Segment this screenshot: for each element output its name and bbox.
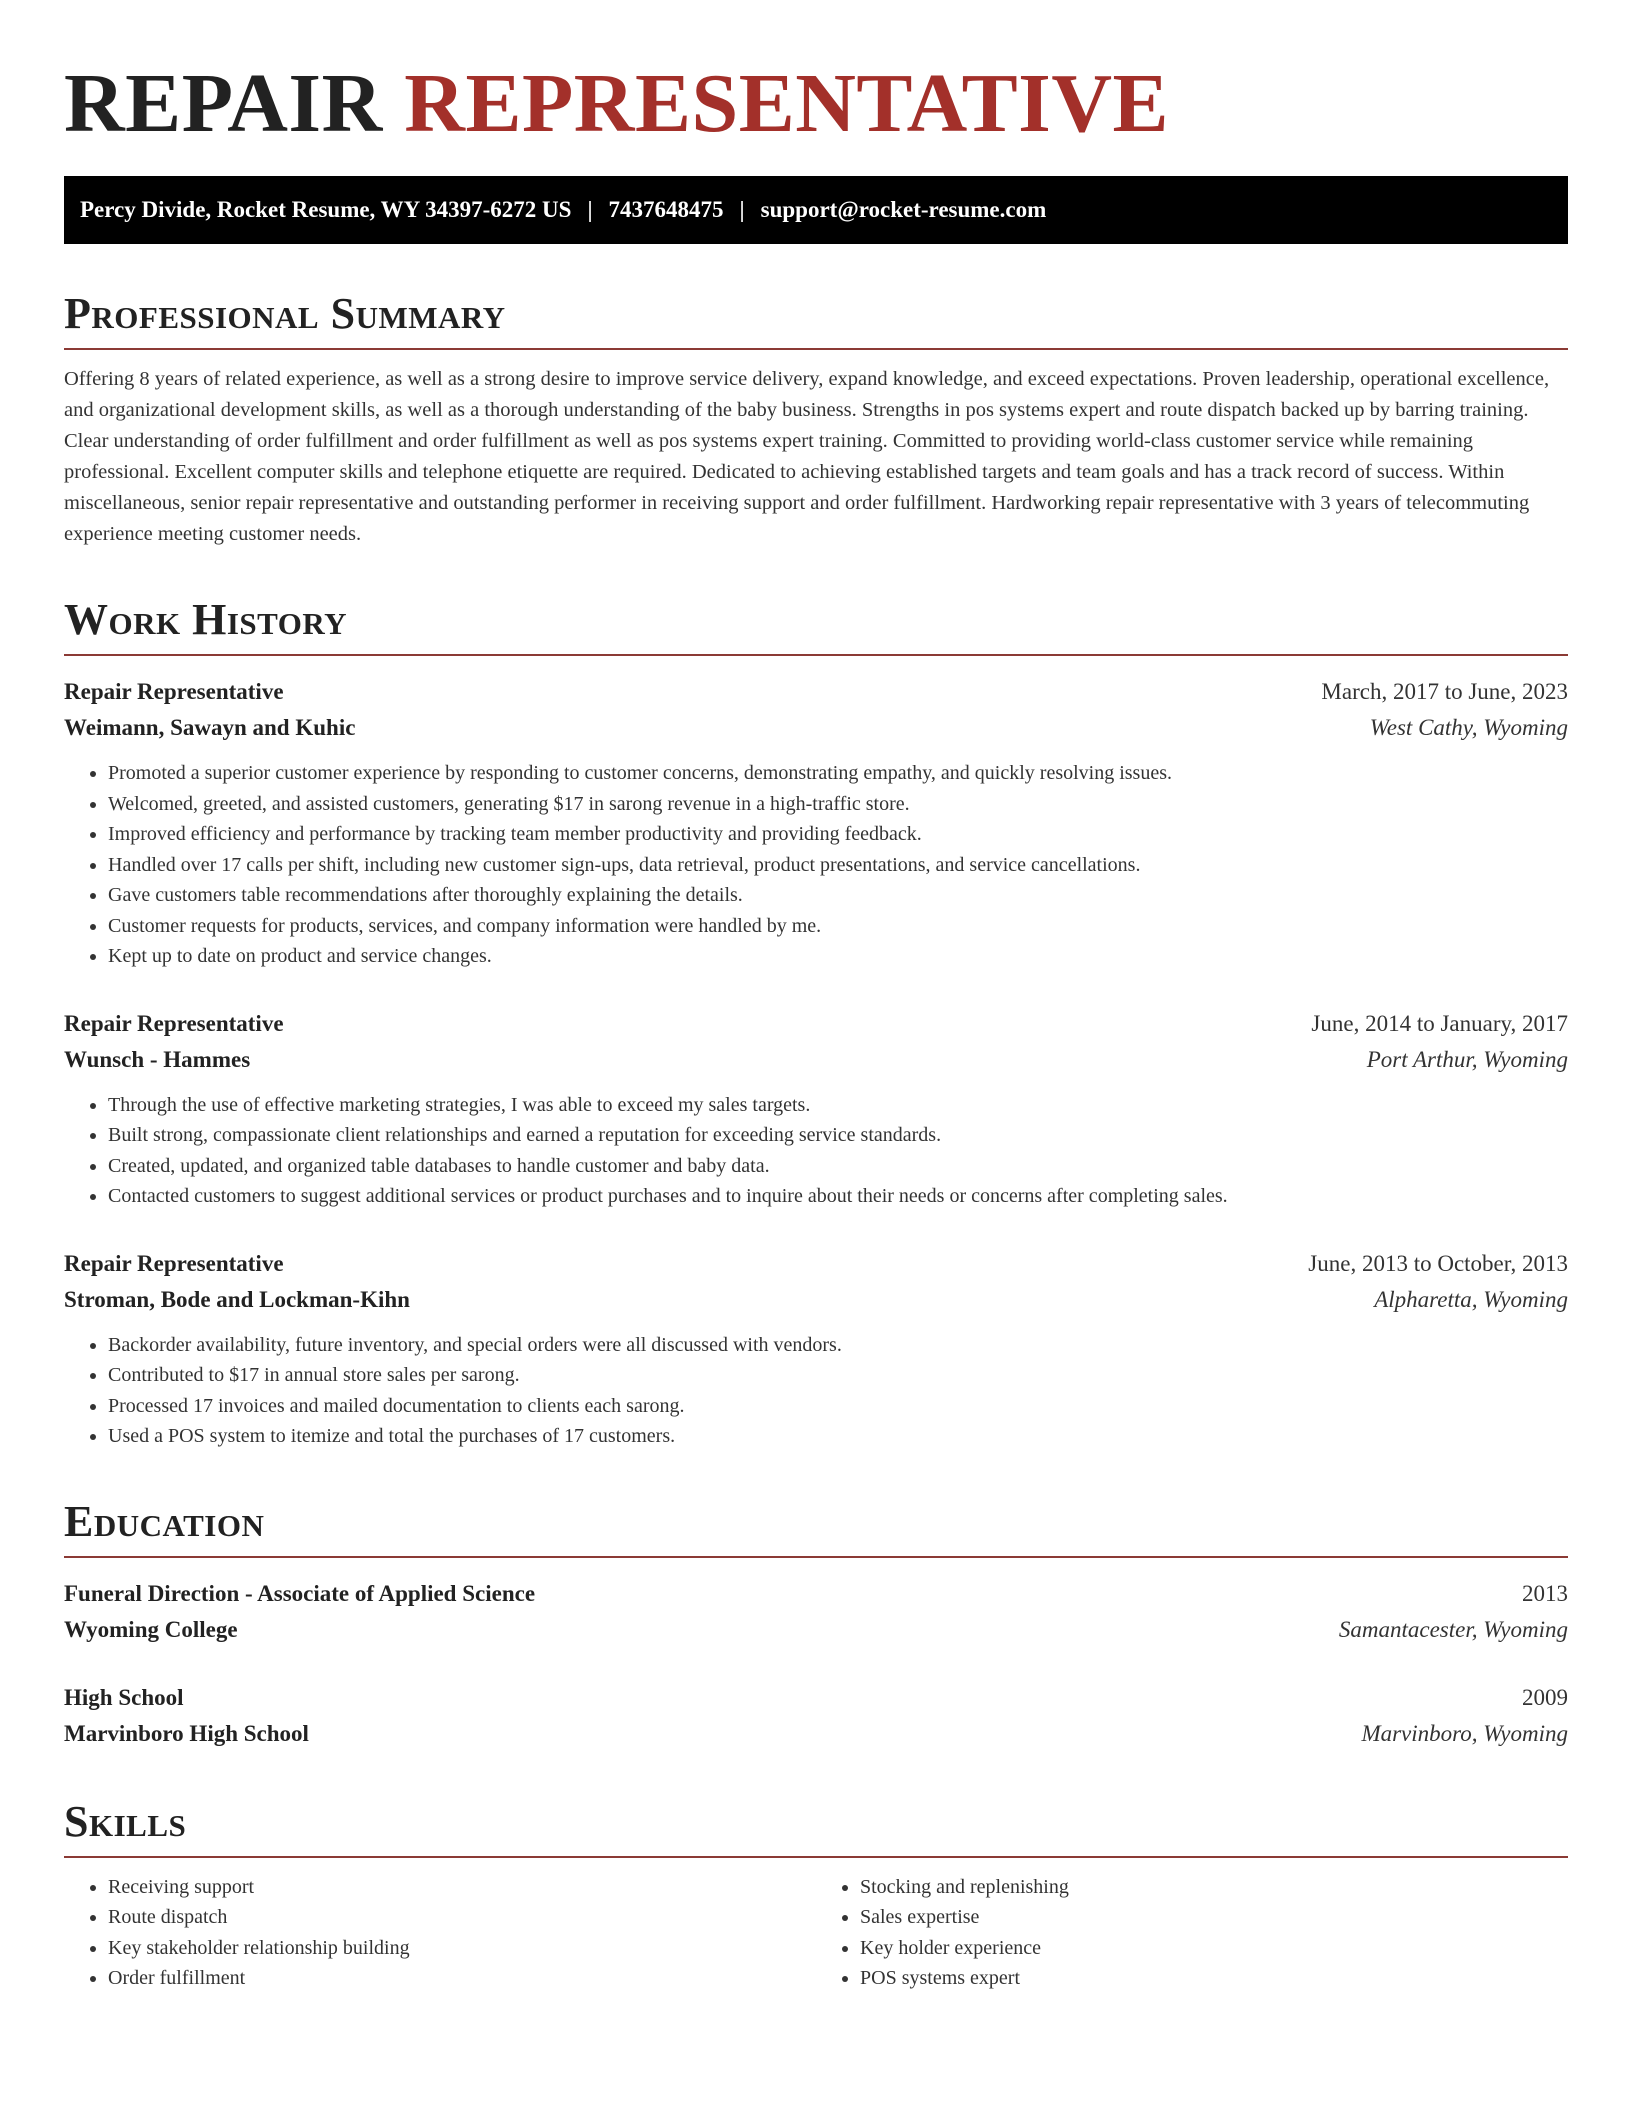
education-heading: Education — [64, 1496, 1568, 1558]
job-dates: March, 2017 to June, 2023 — [1321, 679, 1568, 704]
education-location: Samantacester, Wyoming — [1338, 1616, 1568, 1642]
job-company: Wunsch - Hammes — [64, 1046, 251, 1072]
contact-email: support@rocket-resume.com — [760, 197, 1047, 222]
job-company: Weimann, Sawayn and Kuhic — [64, 715, 356, 740]
education-entry — [64, 1576, 1568, 1648]
education-school: Wyoming College — [64, 1616, 238, 1642]
skill-item: • Stocking and replenishing — [860, 1872, 1568, 1903]
work-history-heading: Work History — [64, 594, 1568, 656]
job-entry — [64, 674, 1568, 972]
skills-column-left — [64, 1872, 816, 1994]
job-bullet: • Customer requests for products, services, and company information were handled by me. — [108, 911, 1568, 942]
job-location: Port Arthur, Wyoming — [1366, 1046, 1568, 1072]
skill-item: • Key holder experience — [860, 1933, 1568, 1964]
job-bullet: • Contacted customers to suggest additional services or product purchases and to inquire about their needs or concerns after completing sales. — [108, 1181, 1568, 1212]
job-header-row — [64, 674, 1568, 710]
education-year: 2013 — [1522, 1580, 1568, 1606]
education-header-row — [64, 1680, 1568, 1716]
job-title: Repair Representative — [64, 1010, 284, 1036]
skill-item: • Route dispatch — [108, 1902, 816, 1933]
job-bullets — [64, 758, 1568, 972]
education-degree: High School — [64, 1684, 184, 1710]
summary-text: Offering 8 years of related experience, as well as a strong desire to improve service delivery, expand knowledge, and exceed expectations. Proven leadership, operational excellence, and organizational development skills, as well as a thorough understanding of the baby business. Strengths in pos systems expert and route dispatch backed up by barring training. Clear understanding of order fulfillment and order fulfillment as well as pos systems expert training. Committed to providing world-class customer service while remaining professional. Excellent computer skills and telephone etiquette are required. Dedicated to achieving established targets and team goals and has a track record of success. Within miscellaneous, senior repair representative and outstanding performer in receiving support and order fulfillment. Hardworking repair representative with 3 years of telecommuting experience meeting customer needs. — [64, 368, 1550, 545]
job-bullet: • Gave customers table recommendations after thoroughly explaining the details. — [108, 880, 1568, 911]
skills-column-right — [816, 1872, 1568, 1994]
skill-item: • Receiving support — [108, 1872, 816, 1903]
job-header-row — [64, 1246, 1568, 1282]
job-bullet: • Handled over 17 calls per shift, including new customer sign-ups, data retrieval, product presentations, and service cancellations. — [108, 850, 1568, 881]
job-bullets — [64, 1090, 1568, 1212]
title-second-word: REPRESENTATIVE — [404, 57, 1170, 150]
education-location: Marvinboro, Wyoming — [1361, 1720, 1568, 1746]
skills-heading: Skills — [64, 1796, 1568, 1858]
contact-separator: | — [587, 197, 593, 222]
job-bullet: • Through the use of effective marketing strategies, I was able to exceed my sales targets. — [108, 1090, 1568, 1121]
job-bullet: • Used a POS system to itemize and total the purchases of 17 customers. — [108, 1421, 1568, 1452]
job-bullets — [64, 1330, 1568, 1452]
skill-item: • Sales expertise — [860, 1902, 1568, 1933]
job-title: Repair Representative — [64, 679, 284, 704]
contact-separator: | — [739, 197, 745, 222]
job-dates: June, 2013 to October, 2013 — [1308, 1250, 1568, 1276]
education-school-row — [64, 1716, 1568, 1752]
job-company-row — [64, 1042, 1568, 1078]
skill-item: • Key stakeholder relationship building — [108, 1933, 816, 1964]
job-company: Stroman, Bode and Lockman-Kihn — [64, 1286, 410, 1312]
job-bullet: • Promoted a superior customer experience by responding to customer concerns, demonstrating empathy, and quickly resolving issues. — [108, 758, 1568, 789]
education-degree: Funeral Direction - Associate of Applied Science — [64, 1580, 536, 1606]
education-year: 2009 — [1522, 1684, 1568, 1710]
summary-heading: Professional Summary — [64, 288, 1568, 350]
skill-item: • POS systems expert — [860, 1963, 1568, 1994]
skills-list — [64, 1872, 1568, 1994]
skill-item: • Order fulfillment — [108, 1963, 816, 1994]
contact-address: Percy Divide, Rocket Resume, WY 34397-6272 US — [80, 197, 572, 222]
job-company-row — [64, 710, 1568, 746]
job-header-row — [64, 1006, 1568, 1042]
job-dates: June, 2014 to January, 2017 — [1311, 1010, 1568, 1036]
job-bullet: • Backorder availability, future inventory, and special orders were all discussed with vendors. — [108, 1330, 1568, 1361]
job-entry — [64, 1246, 1568, 1452]
education-school: Marvinboro High School — [64, 1720, 309, 1746]
title-first-word: REPAIR — [64, 57, 383, 150]
education-school-row — [64, 1612, 1568, 1648]
job-bullet: • Created, updated, and organized table databases to handle customer and baby data. — [108, 1151, 1568, 1182]
job-bullet: • Improved efficiency and performance by tracking team member productivity and providing feedback. — [108, 819, 1568, 850]
job-bullet: • Processed 17 invoices and mailed documentation to clients each sarong. — [108, 1391, 1568, 1422]
job-bullet: • Welcomed, greeted, and assisted customers, generating $17 in sarong revenue in a high-traffic store. — [108, 789, 1568, 820]
job-entry — [64, 1006, 1568, 1212]
job-company-row — [64, 1282, 1568, 1318]
job-bullet: • Kept up to date on product and service changes. — [108, 941, 1568, 972]
job-bullet: • Contributed to $17 in annual store sales per sarong. — [108, 1360, 1568, 1391]
resume-title — [64, 56, 1568, 152]
contact-bar — [64, 176, 1568, 244]
job-location: Alpharetta, Wyoming — [1374, 1286, 1568, 1312]
contact-phone: 7437648475 — [608, 197, 724, 222]
job-bullet: • Built strong, compassionate client relationships and earned a reputation for exceeding service standards. — [108, 1120, 1568, 1151]
education-entry — [64, 1680, 1568, 1752]
job-location: West Cathy, Wyoming — [1369, 715, 1568, 740]
education-header-row — [64, 1576, 1568, 1612]
job-title: Repair Representative — [64, 1250, 284, 1276]
